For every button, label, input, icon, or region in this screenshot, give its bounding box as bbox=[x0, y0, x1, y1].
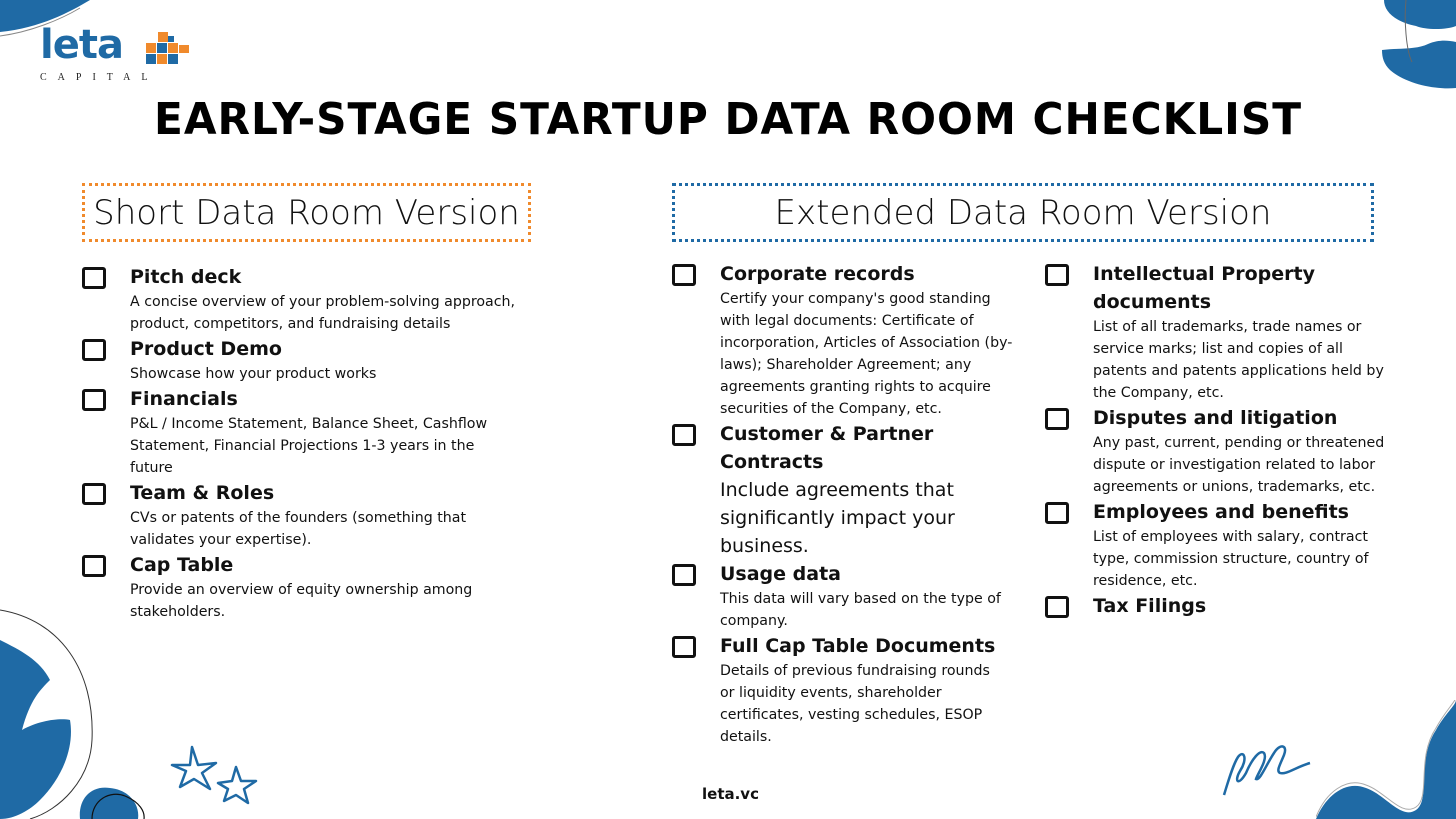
item-title: Customer & Partner Contracts bbox=[720, 423, 934, 473]
checklist-item bbox=[672, 560, 1022, 632]
checklist-item bbox=[82, 551, 562, 623]
item-title: Pitch deck bbox=[130, 266, 242, 288]
checklist-item bbox=[672, 420, 1022, 560]
empty-checkbox-icon[interactable] bbox=[1045, 264, 1069, 286]
item-description: List of employees with salary, contract type, commission structure, country of residence, etc. bbox=[1093, 529, 1369, 589]
item-description: Details of previous fundraising rounds or liquidity events, shareholder certificates, vesting schedules, ESOP details. bbox=[720, 663, 990, 745]
empty-checkbox-icon[interactable] bbox=[1045, 596, 1069, 618]
item-description: P&L / Income Statement, Balance Sheet, Cashflow Statement, Financial Projections 1-3 years in the future bbox=[130, 416, 488, 476]
item-description: List of all trademarks, trade names or service marks; list and copies of all patents and patents applications held by the Company, etc. bbox=[1093, 319, 1384, 401]
logo-wordmark: leta bbox=[40, 22, 123, 68]
empty-checkbox-icon[interactable] bbox=[672, 564, 696, 586]
item-description: Include agreements that significantly impact your business. bbox=[720, 479, 955, 557]
short-version-header bbox=[82, 183, 531, 242]
checklist-item bbox=[1045, 404, 1385, 498]
star-doodle-icon bbox=[170, 745, 265, 805]
empty-checkbox-icon[interactable] bbox=[1045, 502, 1069, 524]
item-description: Certify your company's good standing with legal documents: Certificate of incorporation, Articles of Association (by-laws); Shareholder Agreement; any agreements granting rights to acquire securities of the Company, etc. bbox=[720, 291, 1013, 417]
item-title: Full Cap Table Documents bbox=[720, 635, 996, 657]
checklist-item bbox=[1045, 260, 1385, 404]
extended-checklist-right bbox=[1045, 260, 1385, 620]
checklist-item bbox=[82, 385, 562, 479]
empty-checkbox-icon[interactable] bbox=[672, 264, 696, 286]
item-title: Intellectual Property documents bbox=[1093, 263, 1315, 313]
checklist-item bbox=[672, 260, 1022, 420]
item-title: Product Demo bbox=[130, 338, 282, 360]
item-title: Tax Filings bbox=[1093, 595, 1207, 617]
extended-version-header bbox=[672, 183, 1374, 242]
spiral-doodle-icon bbox=[1220, 735, 1315, 800]
item-description: Provide an overview of equity ownership among stakeholders. bbox=[130, 582, 473, 620]
item-title: Team & Roles bbox=[130, 482, 275, 504]
page-title: EARLY-STAGE STARTUP DATA ROOM CHECKLIST bbox=[154, 94, 1302, 145]
item-title: Corporate records bbox=[720, 263, 915, 285]
item-title: Disputes and litigation bbox=[1093, 407, 1338, 429]
empty-checkbox-icon[interactable] bbox=[82, 389, 106, 411]
empty-checkbox-icon[interactable] bbox=[82, 267, 106, 289]
empty-checkbox-icon[interactable] bbox=[672, 636, 696, 658]
checklist-item bbox=[1045, 498, 1385, 592]
item-title: Employees and benefits bbox=[1093, 501, 1349, 523]
checklist-item bbox=[82, 335, 562, 385]
logo-cross-mark-icon bbox=[144, 32, 190, 66]
item-description: A concise overview of your problem-solving approach, product, competitors, and fundraising details bbox=[130, 294, 516, 332]
item-description: Any past, current, pending or threatened dispute or investigation related to labor agreements or unions, trademarks, etc. bbox=[1093, 435, 1385, 495]
short-checklist bbox=[82, 263, 562, 623]
short-version-heading: Short Data Room Version bbox=[93, 192, 520, 233]
checklist-item bbox=[672, 632, 1022, 748]
checklist-item bbox=[1045, 592, 1385, 620]
extended-version-heading: Extended Data Room Version bbox=[774, 192, 1272, 233]
empty-checkbox-icon[interactable] bbox=[82, 483, 106, 505]
footer-url[interactable]: leta.vc bbox=[702, 785, 759, 803]
top-right-blob-decoration bbox=[1376, 0, 1456, 90]
logo-subtitle: CAPITAL bbox=[40, 72, 159, 83]
item-description: This data will vary based on the type of company. bbox=[720, 591, 1001, 629]
bottom-right-blob-decoration bbox=[1316, 700, 1456, 819]
item-title: Financials bbox=[130, 388, 238, 410]
bottom-left-blob-decoration bbox=[0, 600, 160, 819]
empty-checkbox-icon[interactable] bbox=[82, 555, 106, 577]
empty-checkbox-icon[interactable] bbox=[672, 424, 696, 446]
checklist-item bbox=[82, 263, 562, 335]
empty-checkbox-icon[interactable] bbox=[82, 339, 106, 361]
checklist-item bbox=[82, 479, 562, 551]
extended-checklist-left bbox=[672, 260, 1022, 748]
leta-capital-logo bbox=[40, 22, 200, 88]
item-title: Usage data bbox=[720, 563, 841, 585]
item-description: CVs or patents of the founders (something that validates your expertise). bbox=[130, 510, 467, 548]
item-description: Showcase how your product works bbox=[130, 366, 377, 382]
item-title: Cap Table bbox=[130, 554, 234, 576]
empty-checkbox-icon[interactable] bbox=[1045, 408, 1069, 430]
